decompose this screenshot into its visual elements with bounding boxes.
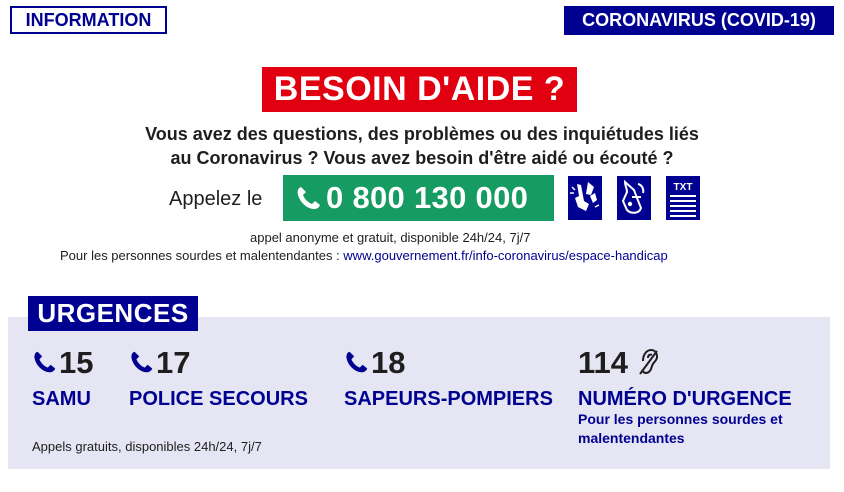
phone-icon (295, 185, 323, 211)
information-tag: INFORMATION (10, 6, 167, 34)
firefighters-number[interactable] (344, 345, 405, 381)
sign-language-icon[interactable] (568, 176, 602, 220)
samu-number[interactable] (32, 345, 93, 381)
firefighters-label: SAPEURS-POMPIERS (344, 388, 553, 410)
emergency-114-number[interactable] (578, 345, 660, 381)
deaf-access-prefix: Pour les personnes sourdes et malentendantes : (60, 248, 344, 263)
hearing-impaired-icon (637, 347, 659, 377)
emergency-114-subtitle-line-2: malentendantes (578, 430, 685, 446)
police-number[interactable] (129, 345, 190, 381)
emergency-114-label: NUMÉRO D'URGENCE (578, 388, 792, 410)
police-number-value: 17 (156, 345, 191, 380)
samu-label: SAMU (32, 388, 91, 410)
police-label: POLICE SECOURS (129, 388, 308, 410)
cued-speech-icon[interactable] (617, 176, 651, 220)
call-label: Appelez le (169, 188, 263, 210)
handicap-space-link[interactable]: www.gouvernement.fr/info-coronavirus/espace-handicap (343, 248, 668, 263)
text-relay-icon[interactable] (666, 176, 700, 220)
phone-icon (32, 349, 58, 375)
hotline-phone-button[interactable] (283, 175, 554, 221)
coronavirus-tag: CORONAVIRUS (COVID-19) (564, 6, 834, 35)
emergency-114-subtitle-line-1: Pour les personnes sourdes et (578, 411, 783, 427)
hotline-phone-number: 0 800 130 000 (326, 180, 529, 215)
help-intro-line-2: au Coronavirus ? Vous avez besoin d'être aidé ou écouté ? (170, 148, 674, 168)
samu-number-value: 15 (59, 345, 94, 380)
help-intro (80, 122, 764, 170)
firefighters-number-value: 18 (371, 345, 406, 380)
emergency-114-value: 114 (578, 345, 629, 380)
hotline-availability-note: appel anonyme et gratuit, disponible 24h/24, 7j/7 (250, 230, 531, 245)
deaf-access-note (60, 247, 668, 265)
emergency-footer-note: Appels gratuits, disponibles 24h/24, 7j/7 (32, 439, 262, 454)
phone-icon (344, 349, 370, 375)
emergency-title: URGENCES (28, 296, 198, 331)
phone-icon (129, 349, 155, 375)
txt-label: TXT (673, 182, 693, 193)
help-title: BESOIN D'AIDE ? (262, 67, 577, 112)
help-intro-line-1: Vous avez des questions, des problèmes ou des inquiétudes liés (145, 124, 699, 144)
emergency-114-subtitle (578, 410, 818, 448)
